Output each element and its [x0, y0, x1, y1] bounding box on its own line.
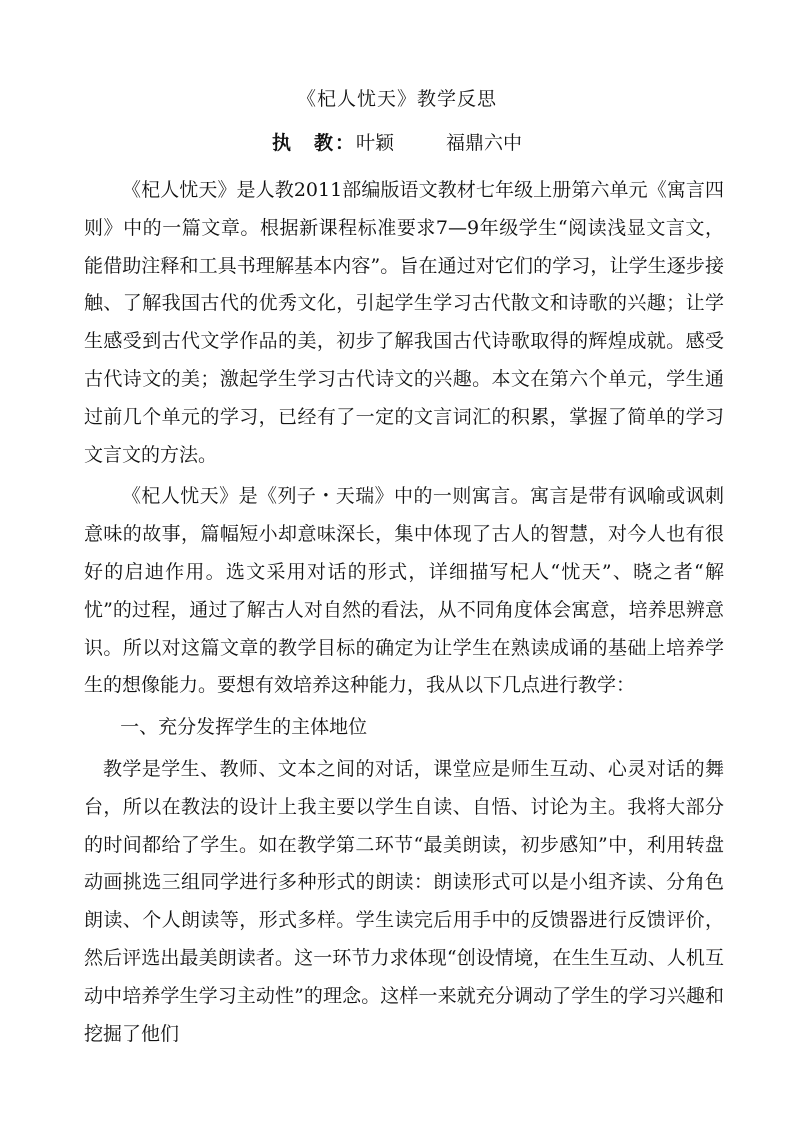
author-line	[0, 130, 794, 156]
school-name: 福鼎六中	[446, 132, 523, 154]
paragraph-section-one: 教学是学生、教师、文本之间的对话，课堂应是师生互动、心灵对话的舞台，所以在教法的设计上我主要以学生自读、自悟、讨论为主。我将大部分的时间都给了学生。如在教学第二环节“最美朗读，初步感知”中，利用转盘动画挑选三组同学进行多种形式的朗读：朗读形式可以是小组齐读、分角色朗读、个人朗读等，形式多样。学生读完后用手中的反馈器进行反馈评价，然后评选出最美朗读者。这一环节力求体现“创设情境，在生生互动、人机互动中培养学生学习主动性”的理念。这样一来就充分调动了学生的学习兴趣和挖掘了他们	[84, 757, 724, 1045]
document-body	[84, 172, 724, 1057]
paragraph-intro: 《杞人忧天》是人教2011部编版语文教材七年级上册第六单元《寓言四则》中的一篇文章。根据新课程标准要求7—9年级学生“阅读浅显文言文，能借助注释和工具书理解基本内容”。旨在通过对它们的学习，让学生逐步接触、了解我国古代的优秀文化，引起学生学习古代散文和诗歌的兴趣；让学生感受到古代文学作品的美，初步了解我国古代诗歌取得的辉煌成就。感受古代诗文的美；激起学生学习古代诗文的兴趣。本文在第六个单元，学生通过前几个单元的学习，已经有了一定的文言词汇的积累，掌握了简单的学习文言文的方法。	[84, 179, 724, 466]
paragraph-fable: 《杞人忧天》是《列子・天瑞》中的一则寓言。寓言是带有讽喻或讽刺意味的故事，篇幅短小却意味深长，集中体现了古人的智慧，对今人也有很好的启迪作用。选文采用对话的形式，详细描写杞人“忧天”、晓之者“解忧”的过程，通过了解古人对自然的看法，从不同角度体会寓意，培养思辨意识。所以对这篇文章的教学目标的确定为让学生在熟读成诵的基础上培养学生的想像能力。要想有效培养这种能力，我从以下几点进行教学：	[84, 485, 724, 697]
author-role-label: 执 教：	[271, 132, 356, 154]
section-heading: 一、充分发挥学生的主体地位	[120, 716, 368, 739]
teacher-name: 叶颖	[355, 132, 394, 154]
document-title: 《杞人忧天》教学反思	[296, 88, 497, 110]
